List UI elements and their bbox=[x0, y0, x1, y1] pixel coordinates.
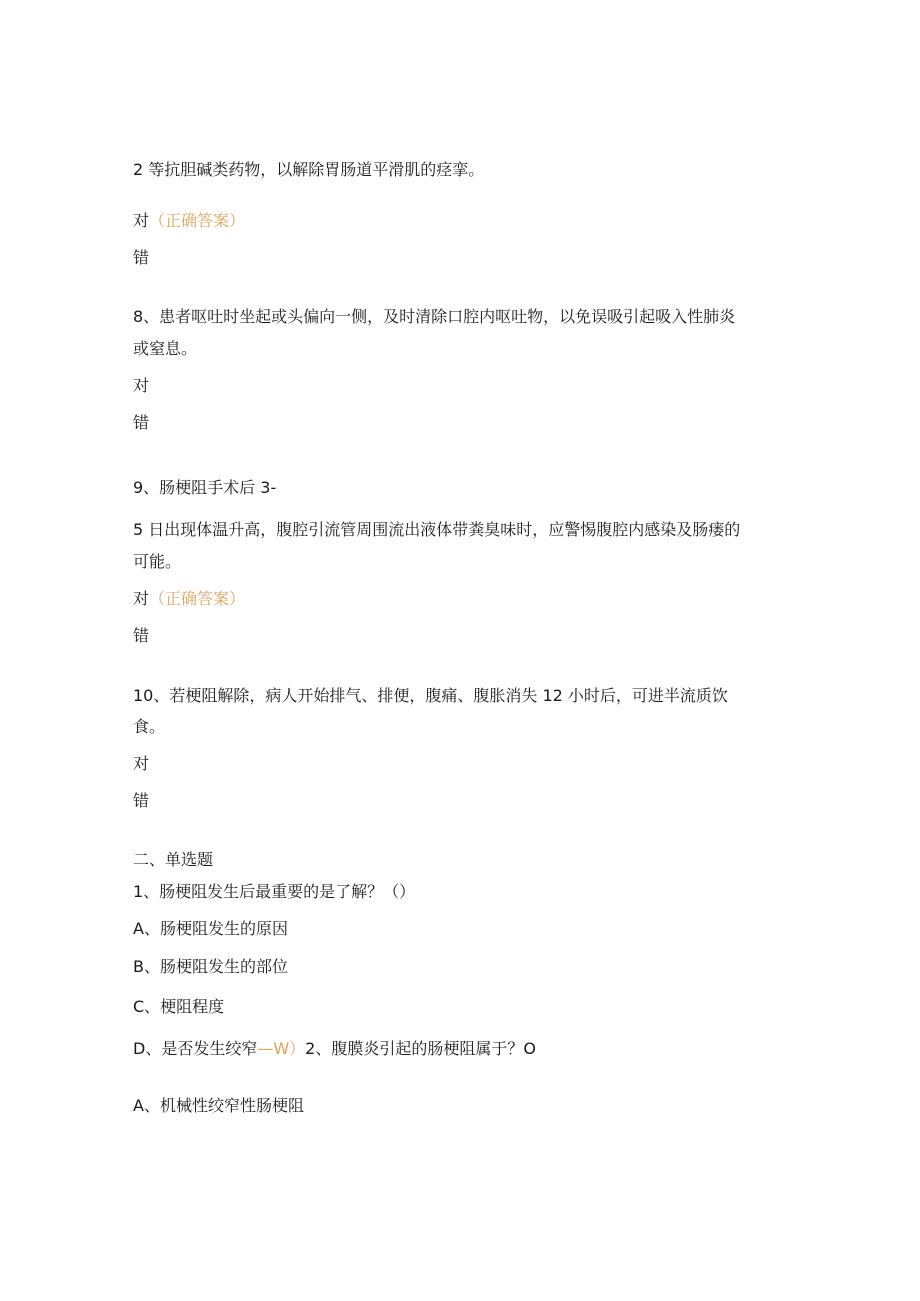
q9-stem-line1: 9、肠梗阻手术后 3- bbox=[133, 478, 277, 497]
s2-q1-option-d[interactable]: D、是否发生绞窄 bbox=[133, 1039, 258, 1058]
q7-stem-tail: 2 等抗胆碱类药物，以解除胃肠道平滑肌的痉挛。 bbox=[133, 160, 485, 179]
s2-q1-stem: 1、肠梗阻发生后最重要的是了解？（） bbox=[133, 882, 416, 901]
s2-q1-option-c[interactable]: C、梗阻程度 bbox=[133, 997, 225, 1016]
q7-option-true-label: 对 bbox=[133, 211, 150, 230]
q9-option-true[interactable] bbox=[133, 589, 245, 609]
s2-q1-option-b[interactable]: B、肠梗阻发生的部位 bbox=[133, 957, 288, 976]
q8-option-true[interactable]: 对 bbox=[133, 376, 150, 395]
q10-option-false[interactable]: 错 bbox=[133, 791, 150, 810]
q10-stem-line1: 10、若梗阻解除，病人开始排气、排便，腹痛、腹胀消失 12 小时后，可进半流质饮 bbox=[133, 686, 728, 705]
q10-stem-line2: 食。 bbox=[133, 717, 166, 736]
q9-stem-line3: 可能。 bbox=[133, 552, 182, 571]
section-title: 二、单选题 bbox=[133, 850, 214, 869]
q8-option-false[interactable]: 错 bbox=[133, 413, 150, 432]
s2-q1-option-d-row bbox=[133, 1039, 536, 1059]
q8-stem-line1: 8、患者呕吐时坐起或头偏向一侧，及时清除口腔内呕吐物，以免误吸引起吸入性肺炎 bbox=[133, 307, 736, 326]
s2-q1-option-a[interactable]: A、肠梗阻发生的原因 bbox=[133, 919, 288, 938]
correct-answer-mark: —W） bbox=[257, 1039, 306, 1058]
q10-option-true[interactable]: 对 bbox=[133, 754, 150, 773]
q9-stem-line2: 5 日出现体温升高，腹腔引流管周围流出液体带粪臭味时，应警惕腹腔内感染及肠瘘的 bbox=[133, 520, 741, 539]
q9-option-false[interactable]: 错 bbox=[133, 626, 150, 645]
s2-q2-stem: 2、腹膜炎引起的肠梗阻属于？O bbox=[305, 1039, 536, 1058]
q8-stem-line2: 或窒息。 bbox=[133, 339, 198, 358]
q7-option-true[interactable] bbox=[133, 211, 245, 231]
correct-answer-mark: （正确答案） bbox=[149, 211, 246, 230]
q9-option-true-label: 对 bbox=[133, 589, 150, 608]
q7-option-false[interactable]: 错 bbox=[133, 248, 150, 267]
s2-q2-option-a[interactable]: A、机械性绞窄性肠梗阻 bbox=[133, 1096, 304, 1115]
correct-answer-mark: （正确答案） bbox=[149, 589, 246, 608]
